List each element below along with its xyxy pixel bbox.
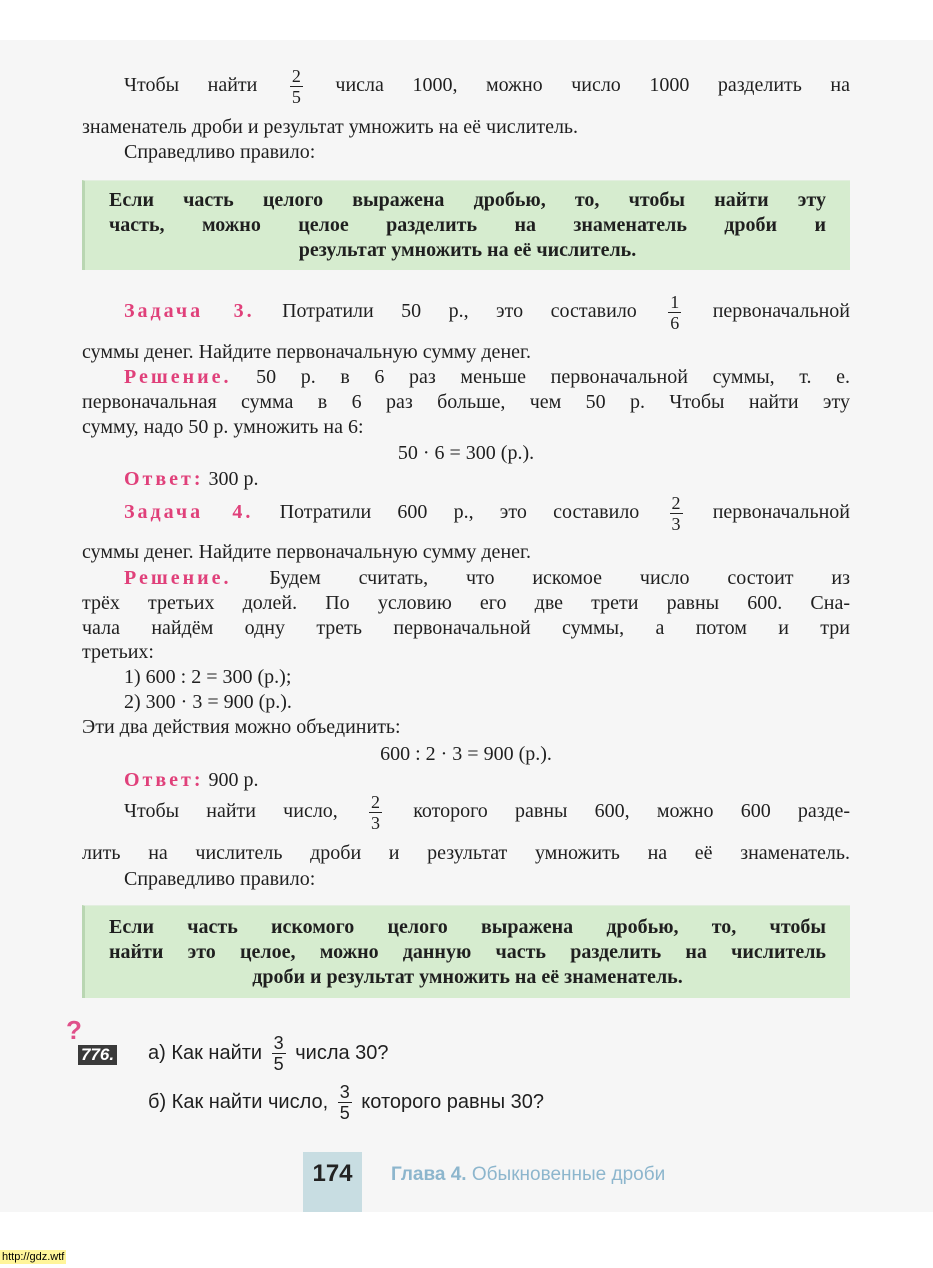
- rule-line: часть, можно целое разделить на знаменатель дроби и: [109, 214, 826, 236]
- task4-answer: [124, 768, 850, 792]
- task4-solution-line: третьих:: [82, 641, 154, 663]
- text-span: Будем считать, что искомое число состоит из: [269, 567, 850, 589]
- rule-line: Если часть искомого целого выражена дробью, то, чтобы: [109, 916, 826, 938]
- text-span: числа 30?: [295, 1041, 389, 1064]
- text-span: 50 р. в 6 раз меньше первоначальной суммы, т. е.: [256, 366, 851, 388]
- task4-solution-line: трёх третьих долей. По условию его две трети равны 600. Сна-: [82, 592, 850, 614]
- fraction-numerator: 2: [291, 66, 301, 86]
- task4-line-1: [124, 493, 850, 534]
- task3-solution: [124, 365, 850, 389]
- fraction-numerator: 3: [339, 1082, 350, 1102]
- text-span: 5: [339, 1103, 350, 1123]
- task3-solution-line: первоначальная сумма в 6 раз больше, чем 50 р. Чтобы найти эту: [82, 391, 850, 413]
- text-span: 900 р.: [208, 769, 259, 791]
- para2-line-1: [124, 792, 850, 833]
- text-span: 6: [670, 313, 680, 333]
- task4-solution-line: Эти два действия можно объединить:: [82, 716, 401, 738]
- fraction-numerator: 3: [273, 1033, 284, 1053]
- exercise-a: [148, 1033, 389, 1074]
- text-span: Обыкновенные дроби: [471, 1164, 666, 1185]
- text-span: Чтобы найти число,: [124, 800, 338, 823]
- text-span: Ответ:: [124, 468, 204, 490]
- text-span: а) Как найти: [148, 1041, 263, 1064]
- task4-step-1: 1) 600 : 2 = 300 (р.);: [124, 666, 292, 688]
- rule-intro: Справедливо правило:: [124, 868, 316, 890]
- text-span: Чтобы найти: [124, 74, 258, 97]
- exercise-number: 776.: [78, 1045, 117, 1065]
- text-span: Потратили 600 р., это составило: [279, 501, 640, 524]
- text-span: числа 1000, можно число 1000 разделить на: [335, 74, 850, 97]
- text-span: первоначальной: [712, 501, 851, 524]
- text-span: которого равны 30?: [361, 1090, 545, 1113]
- text-span: Задача 4.: [124, 501, 254, 524]
- rule-box-2: [82, 905, 850, 998]
- rule-line: найти это целое, можно данную часть разделить на числитель: [109, 941, 826, 963]
- text-span: 3: [671, 514, 681, 534]
- text-span: первоначальной: [712, 300, 851, 323]
- intro-line-2: знаменатель дроби и результат умножить на её числитель.: [82, 116, 579, 138]
- text-span: 300 р.: [208, 468, 259, 490]
- fraction-numerator: 2: [371, 792, 380, 812]
- rule-box-1: [82, 180, 850, 270]
- text-span: которого равны 600, можно 600 разде-: [413, 800, 851, 823]
- rule-line: результат умножить на её числитель.: [298, 239, 637, 261]
- para2-line-2: лить на числитель дроби и результат умножить на её знаменатель.: [82, 842, 850, 864]
- text-span: Потратили 50 р., это составило: [282, 300, 637, 323]
- text-span: Решение.: [124, 366, 232, 388]
- text-span: 3: [371, 813, 380, 833]
- question-mark-icon: ?: [66, 1015, 82, 1045]
- text-span: б) Как найти число,: [148, 1090, 329, 1113]
- text-span: Ответ:: [124, 769, 204, 791]
- page-number: 174: [303, 1152, 362, 1212]
- task3-answer: [124, 467, 850, 491]
- exercise-b: [148, 1082, 544, 1123]
- fraction: [290, 66, 303, 107]
- task4-solution-line: чала найдём одну треть первоначальной суммы, а потом и три: [82, 617, 850, 639]
- task4-formula: 600 : 2 · 3 = 900 (р.).: [380, 743, 552, 765]
- fraction: [668, 292, 681, 333]
- task3-solution-line: сумму, надо 50 р. умножить на 6:: [82, 416, 364, 438]
- fraction: [670, 493, 683, 534]
- chapter-title: [391, 1164, 665, 1186]
- text-span: 5: [291, 87, 301, 107]
- text-span: 5: [273, 1054, 284, 1074]
- fraction-numerator: 2: [671, 493, 681, 513]
- task4-line-2: суммы денег. Найдите первоначальную сумму денег.: [82, 541, 531, 563]
- task4-step-2: 2) 300 · 3 = 900 (р.).: [124, 691, 292, 713]
- intro-line-1: [124, 66, 850, 107]
- text-span: Решение.: [124, 567, 232, 589]
- fraction: [338, 1082, 352, 1123]
- task4-solution: [124, 566, 850, 590]
- text-span: Глава 4.: [391, 1164, 467, 1185]
- text-span: Задача 3.: [124, 300, 255, 323]
- task3-formula: 50 · 6 = 300 (р.).: [397, 442, 535, 464]
- fraction: [369, 792, 382, 833]
- site-link[interactable]: http://gdz.wtf: [2, 1251, 65, 1263]
- task3-line-1: [124, 292, 850, 333]
- rule-line: Если часть целого выражена дробью, то, чтобы найти эту: [109, 189, 826, 211]
- rule-intro: Справедливо правило:: [124, 141, 316, 163]
- task3-line-2: суммы денег. Найдите первоначальную сумму денег.: [82, 341, 531, 363]
- fraction-numerator: 1: [670, 292, 680, 312]
- rule-line: дроби и результат умножить на её знаменатель.: [252, 966, 683, 988]
- fraction: [272, 1033, 286, 1074]
